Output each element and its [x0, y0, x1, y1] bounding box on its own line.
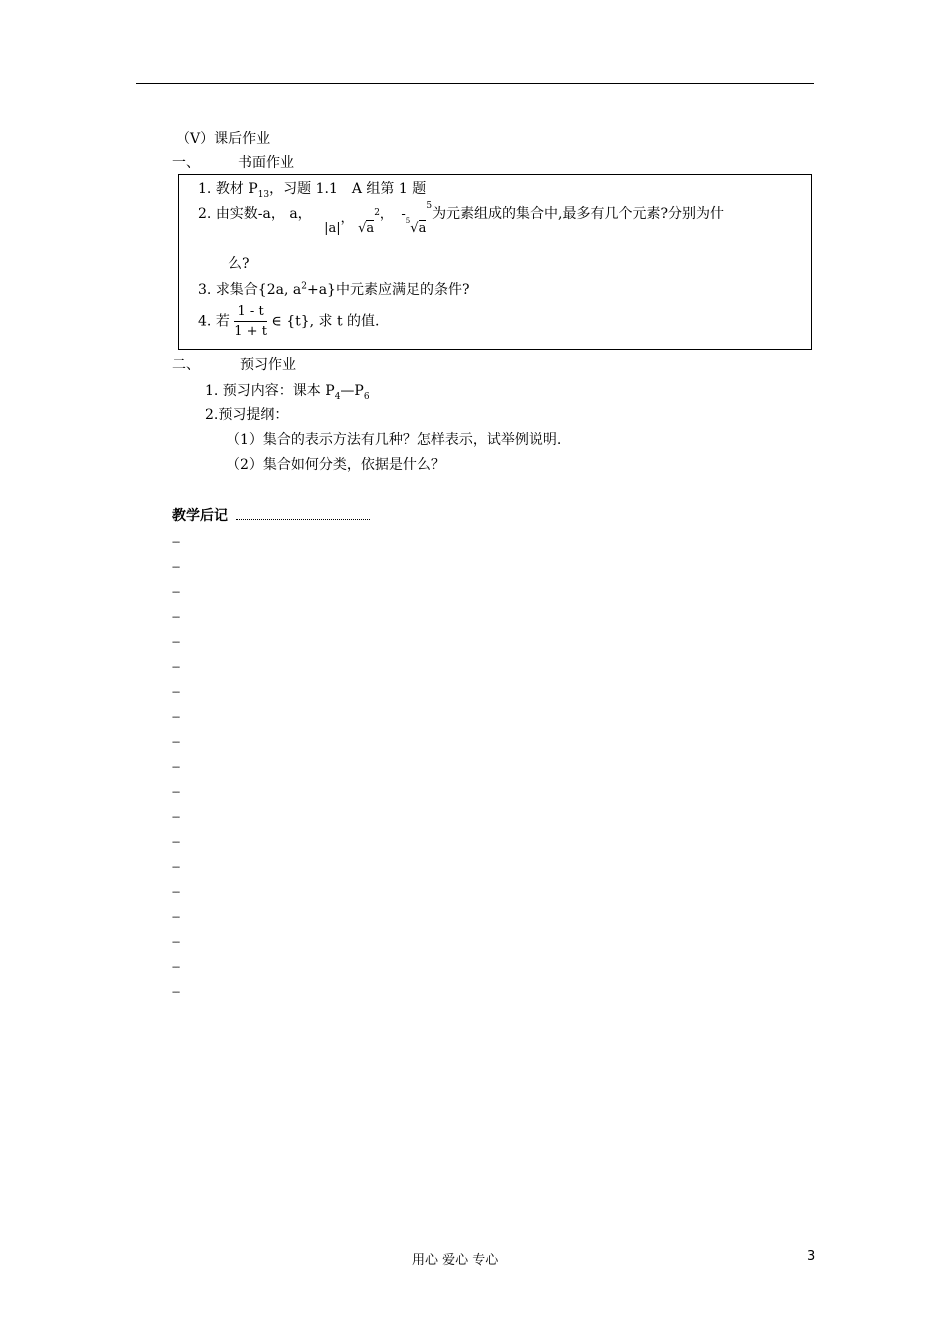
fraction-denominator: 1 + t: [234, 324, 267, 339]
item-text: 由实数-a， a，: [215, 206, 312, 222]
notes-dash-line: ---: [172, 837, 180, 848]
notes-dash-line: ---: [172, 612, 180, 623]
notes-dash-line: ---: [172, 812, 180, 823]
notes-title-text: 教学后记: [172, 508, 228, 524]
root-index: 5: [405, 216, 411, 225]
footer-slogan: 用心 爱心 专心: [412, 1253, 499, 1268]
minus-sign: -: [401, 207, 406, 222]
root-radicand: a: [418, 221, 427, 236]
notes-title-underline: [236, 519, 370, 520]
line-text: —P: [340, 383, 364, 399]
item-label: 2.: [198, 206, 212, 222]
subscript: 4: [334, 391, 341, 402]
notes-dash-line: ---: [172, 637, 180, 648]
item-text: +a}中元素应满足的条件?: [306, 282, 470, 298]
item-text: 若: [215, 313, 230, 330]
notes-dash-line: ---: [172, 987, 180, 998]
item-label: 1.: [198, 181, 212, 197]
part2-number: 二、: [172, 357, 200, 373]
homework-item-2-continued: 么?: [228, 256, 250, 272]
notes-dash-line: ---: [172, 937, 180, 948]
notes-dash-line: ---: [172, 587, 180, 598]
fraction: [234, 304, 267, 339]
subscript: 13: [257, 189, 270, 200]
item-text: ，习题 1.1 A 组第 1 题: [269, 181, 427, 197]
homework-item-4: [198, 304, 380, 339]
superscript: 2: [301, 281, 307, 292]
sqrt-expression: $√a^2$: [358, 207, 380, 236]
outline-question-2: （2）集合如何分类，依据是什么？: [226, 457, 445, 473]
header-rule: [136, 83, 814, 84]
part1-title: 书面作业: [238, 155, 294, 171]
homework-item-2: [198, 201, 725, 236]
notes-dash-line: ---: [172, 912, 180, 923]
notes-dash-line: ---: [172, 962, 180, 973]
item-text: 求集合{2a, a: [215, 282, 302, 298]
abs-value: |a|: [324, 221, 341, 236]
section-title: （V）课后作业: [176, 131, 271, 147]
item-text: 教材 P: [215, 181, 258, 197]
item-label: 3.: [198, 282, 212, 298]
notes-dash-line: ---: [172, 712, 180, 723]
superscript: 2: [374, 207, 380, 218]
homework-item-1: [198, 178, 426, 198]
subscript: 6: [363, 391, 370, 402]
superscript: 5: [426, 201, 433, 212]
notes-dash-line: ---: [172, 687, 180, 698]
outline-question-1: （1）集合的表示方法有几种？怎样表示，试举例说明.: [226, 432, 562, 448]
root-expression: $^5$√a: [405, 216, 427, 236]
sqrt-radicand: a: [366, 221, 375, 236]
notes-dash-line: ---: [172, 562, 180, 573]
part2-title: 预习作业: [240, 357, 296, 373]
notes-dash-line: ---: [172, 737, 180, 748]
item-text: 为元素组成的集合中,最多有几个元素?分别为什: [432, 206, 725, 222]
notes-dash-line: ---: [172, 537, 180, 548]
notes-dash-line: ---: [172, 662, 180, 673]
page-number: 3: [807, 1249, 816, 1264]
homework-item-3: [198, 279, 469, 299]
line-text: 1. 预习内容：课本 P: [205, 383, 335, 399]
item-text: ∈ {t}, 求 t 的值.: [271, 313, 380, 330]
notes-dash-line: ---: [172, 762, 180, 773]
comma: ，: [340, 211, 354, 226]
notes-dash-line: ---: [172, 787, 180, 798]
item-label: 4.: [198, 313, 212, 330]
part1-number: 一、: [172, 155, 200, 171]
preview-content: [205, 380, 370, 400]
comma: ，: [379, 207, 393, 222]
notes-dash-line: ---: [172, 887, 180, 898]
notes-dash-line: ---: [172, 862, 180, 873]
notes-title: [172, 505, 228, 525]
preview-outline: 2.预习提纲：: [205, 407, 289, 423]
fraction-numerator: 1 - t: [234, 304, 267, 322]
